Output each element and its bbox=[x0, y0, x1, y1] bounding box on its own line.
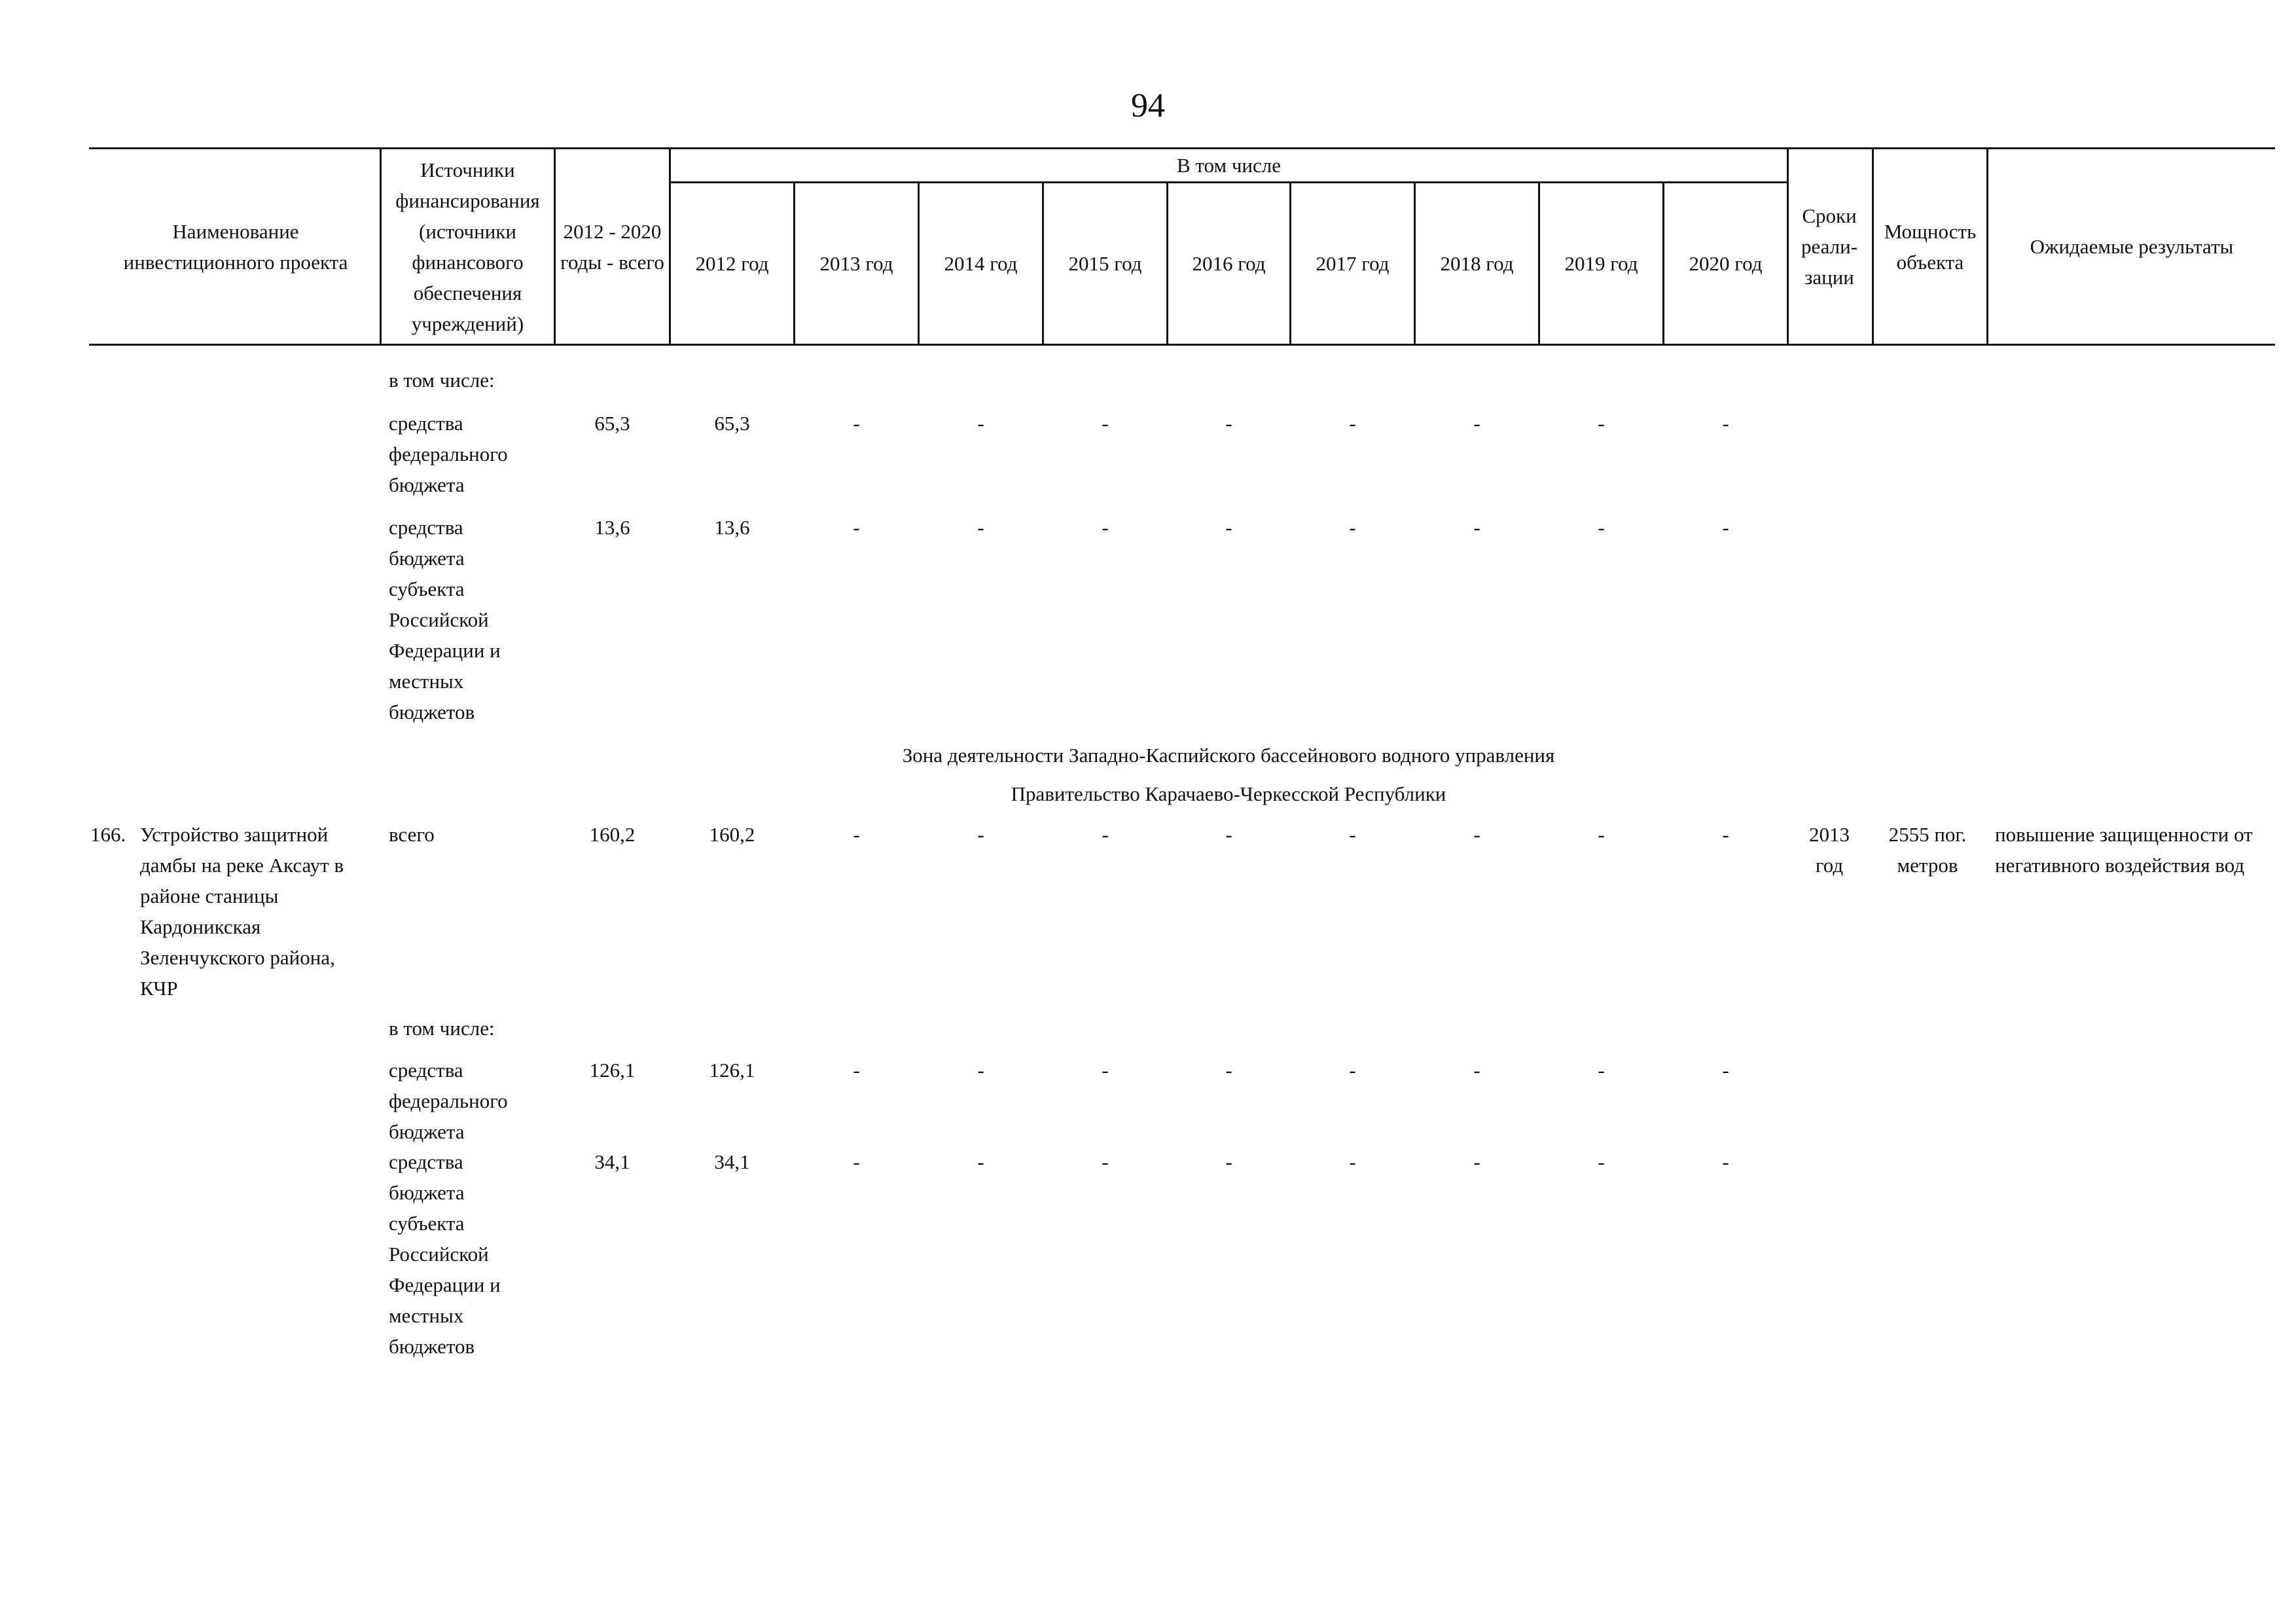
regional-2018: - bbox=[1473, 516, 1480, 539]
federal-2014: - bbox=[977, 412, 984, 435]
source-federal-budget: средства федерального бюджета bbox=[389, 412, 508, 496]
header-project-name: Наименование инвестиционного проекта bbox=[123, 219, 348, 274]
source-total: всего bbox=[389, 823, 435, 846]
project-regional-2017: - bbox=[1349, 1150, 1356, 1173]
regional-2016: - bbox=[1225, 516, 1232, 539]
regional-2014: - bbox=[977, 516, 984, 539]
header-year-2015: 2015 год bbox=[1068, 252, 1142, 275]
federal-2019: - bbox=[1598, 412, 1605, 435]
project-source-regional: средства бюджета субъекта Российской Федерации и местных бюджетов bbox=[389, 1150, 501, 1358]
header-funding-sources: Источники финансирования (источники финансового обеспечения учреждений) bbox=[395, 158, 540, 335]
project-regional-total: 34,1 bbox=[594, 1150, 630, 1173]
header-year-2012: 2012 год bbox=[695, 252, 769, 275]
regional-2020: - bbox=[1722, 516, 1729, 539]
project-2013: - bbox=[853, 823, 860, 846]
project-federal-2020: - bbox=[1722, 1059, 1729, 1082]
header-divider bbox=[1787, 147, 1789, 346]
federal-2018: - bbox=[1473, 412, 1480, 435]
project-federal-2018: - bbox=[1473, 1059, 1480, 1082]
project-2015: - bbox=[1102, 823, 1109, 846]
project-regional-2019: - bbox=[1598, 1150, 1605, 1173]
header-year-2020: 2020 год bbox=[1689, 252, 1763, 275]
project-2017: - bbox=[1349, 823, 1356, 846]
project-name: Устройство защитной дамбы на реке Аксаут в районе станицы Кардоникская Зеленчукского района, КЧР bbox=[140, 823, 344, 1000]
project-results: повышение защищенности от негативного воздействия вод bbox=[1995, 823, 2253, 877]
federal-2015: - bbox=[1102, 412, 1109, 435]
project-including-label: в том числе: bbox=[389, 1017, 495, 1040]
header-year-2013: 2013 год bbox=[819, 252, 893, 275]
project-terms: 2013 год bbox=[1809, 823, 1850, 877]
project-2014: - bbox=[977, 823, 984, 846]
header-year-2017: 2017 год bbox=[1316, 252, 1390, 275]
header-year-2018: 2018 год bbox=[1440, 252, 1514, 275]
federal-2017: - bbox=[1349, 412, 1356, 435]
project-regional-2013: - bbox=[853, 1150, 860, 1173]
regional-2019: - bbox=[1598, 516, 1605, 539]
project-federal-2017: - bbox=[1349, 1059, 1356, 1082]
project-regional-2016: - bbox=[1225, 1150, 1232, 1173]
project-regional-2012: 34,1 bbox=[714, 1150, 750, 1173]
header-expected-results: Ожидаемые результаты bbox=[2030, 235, 2234, 258]
project-federal-2015: - bbox=[1102, 1059, 1109, 1082]
regional-total: 13,6 bbox=[594, 516, 630, 539]
regional-2013: - bbox=[853, 516, 860, 539]
project-2016: - bbox=[1225, 823, 1232, 846]
regional-2017: - bbox=[1349, 516, 1356, 539]
project-2018: - bbox=[1473, 823, 1480, 846]
project-regional-2018: - bbox=[1473, 1150, 1480, 1173]
project-regional-2014: - bbox=[977, 1150, 984, 1173]
header-year-2016: 2016 год bbox=[1192, 252, 1266, 275]
project-total: 160,2 bbox=[589, 823, 636, 846]
page-number: 94 bbox=[1131, 87, 1165, 124]
project-regional-2015: - bbox=[1102, 1150, 1109, 1173]
project-number: 166. bbox=[90, 823, 126, 846]
header-total-2012-2020: 2012 - 2020 годы - всего bbox=[560, 219, 664, 274]
header-capacity: Мощность объекта bbox=[1884, 219, 1977, 274]
including-label: в том числе: bbox=[389, 369, 495, 392]
source-regional-budget: средства бюджета субъекта Российской Федерации и местных бюджетов bbox=[389, 516, 501, 723]
federal-total: 65,3 bbox=[594, 412, 630, 435]
header-year-2019: 2019 год bbox=[1564, 252, 1638, 275]
project-federal-2013: - bbox=[853, 1059, 860, 1082]
project-2012: 160,2 bbox=[709, 823, 755, 846]
project-federal-2016: - bbox=[1225, 1059, 1232, 1082]
project-source-federal: средства федерального бюджета bbox=[389, 1059, 508, 1143]
header-year-2014: 2014 год bbox=[944, 252, 1018, 275]
federal-2016: - bbox=[1225, 412, 1232, 435]
federal-2013: - bbox=[853, 412, 860, 435]
government-heading: Правительство Карачаево-Черкесской Республики bbox=[1011, 782, 1446, 805]
project-federal-2012: 126,1 bbox=[709, 1059, 755, 1082]
header-terms: Сроки реали-зации bbox=[1801, 204, 1858, 289]
project-2020: - bbox=[1722, 823, 1729, 846]
header-bottom-rule bbox=[89, 344, 2275, 346]
project-federal-2019: - bbox=[1598, 1059, 1605, 1082]
regional-2012: 13,6 bbox=[714, 516, 750, 539]
project-capacity: 2555 пог. метров bbox=[1888, 823, 1967, 877]
project-federal-2014: - bbox=[977, 1059, 984, 1082]
regional-2015: - bbox=[1102, 516, 1109, 539]
project-2019: - bbox=[1598, 823, 1605, 846]
project-federal-total: 126,1 bbox=[589, 1059, 636, 1082]
zone-heading: Зона деятельности Западно-Каспийского бассейнового водного управления bbox=[902, 744, 1555, 767]
federal-2012: 65,3 bbox=[714, 412, 750, 435]
federal-2020: - bbox=[1722, 412, 1729, 435]
header-including: В том числе bbox=[1176, 154, 1281, 177]
project-regional-2020: - bbox=[1722, 1150, 1729, 1173]
